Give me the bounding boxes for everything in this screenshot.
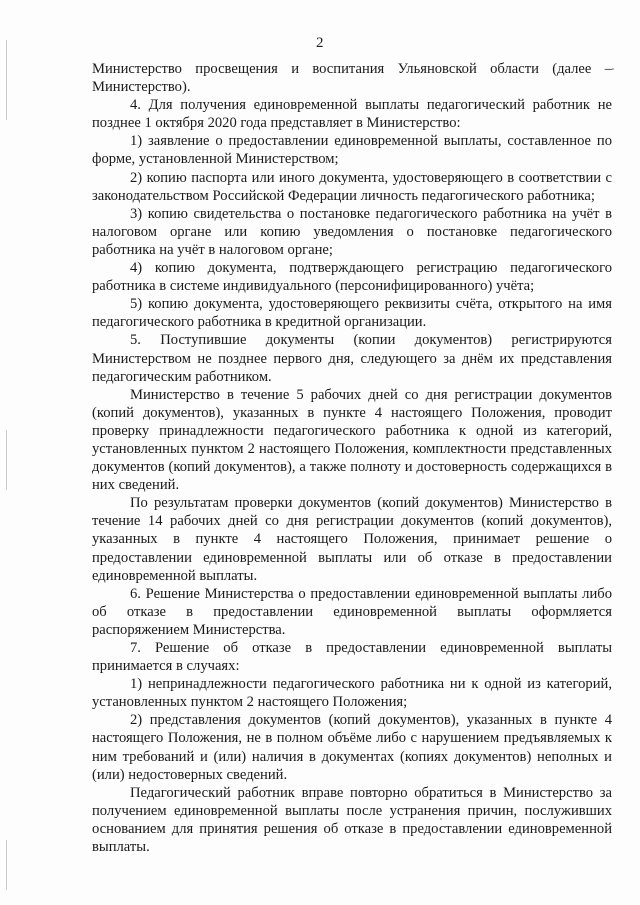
paragraph: 1) непринадлежности педагогического работника ни к одной из категорий, установленных пунктом 2 настоящего Положения; (92, 676, 612, 711)
paragraph: Министерство просвещения и воспитания Ульяновской области (далее – Министерство). (92, 61, 612, 96)
paragraph: 1) заявление о предоставлении единовременной выплаты, составленное по форме, установленной Министерством; (92, 133, 612, 168)
scan-dot (612, 68, 614, 70)
paragraph: 4. Для получения единовременной выплаты педагогический работник не позднее 1 октября 2020 года представляет в Министерство: (92, 97, 612, 132)
document-body (92, 60, 612, 856)
paragraph: 3) копию свидетельства о постановке педагогического работника на учёт в налоговом органе или копию уведомления о постановке педагогического работника на учёт в налоговом органе; (92, 205, 612, 258)
paragraph: 6. Решение Министерства о предоставлении единовременной выплаты либо об отказе в предоставлении единовременной выплаты оформляется распоряжением Министерства. (92, 585, 612, 638)
page-number: 2 (316, 35, 324, 51)
paragraph: 7. Решение об отказе в предоставлении единовременной выплаты принимается в случаях: (92, 640, 612, 675)
paragraph: Министерство в течение 5 рабочих дней со дня регистрации документов (копий документов), указанных в пункте 4 настоящего Положения, проводит проверку принадлежности педагогического работника к одной из категорий, установленных пунктом 2 настоящего Положения, комплектности представленных документов (копий документов), а также полноту и достоверность содержащихся в них сведений. (92, 386, 612, 494)
paragraph: По результатам проверки документов (копий документов) Министерство в течение 14 рабочих дней со дня регистрации документов (копий документов), указанных в пункте 4 настоящего Положения, принимает решение о предоставлении единовременной выплаты или об отказе в предоставлении единовременной выплаты. (92, 495, 612, 584)
paragraph: 2) копию паспорта или иного документа, удостоверяющего в соответствии с законодательством Российской Федерации личность педагогического работника; (92, 169, 612, 204)
scan-edge-mark (6, 840, 7, 890)
paragraph: 4) копию документа, подтверждающего регистрацию педагогического работника в системе индивидуального (персонифицированного) учёта; (92, 260, 612, 295)
paragraph: 5) копию документа, удостоверяющего реквизиты счёта, открытого на имя педагогического работника в кредитной организации. (92, 296, 612, 331)
scan-edge-mark (6, 430, 7, 490)
paragraph: 2) представления документов (копий документов), указанных в пункте 4 настоящего Положения, не в полном объёме либо с нарушением предъявляемых к ним требований и (или) наличия в документах (копиях документов) неполных и (или) недостоверных сведений. (92, 712, 612, 783)
paragraph: Педагогический работник вправе повторно обратиться в Министерство за получением единовременной выплаты после устранения причин, послуживших основанием для принятия решения об отказе в предоставлении единовременной выплаты. (92, 784, 612, 856)
scan-edge-mark (6, 40, 7, 120)
paragraph: 5. Поступившие документы (копии документов) регистрируются Министерством не позднее первого дня, следующего за днём их представления педагогическим работником. (92, 332, 612, 385)
